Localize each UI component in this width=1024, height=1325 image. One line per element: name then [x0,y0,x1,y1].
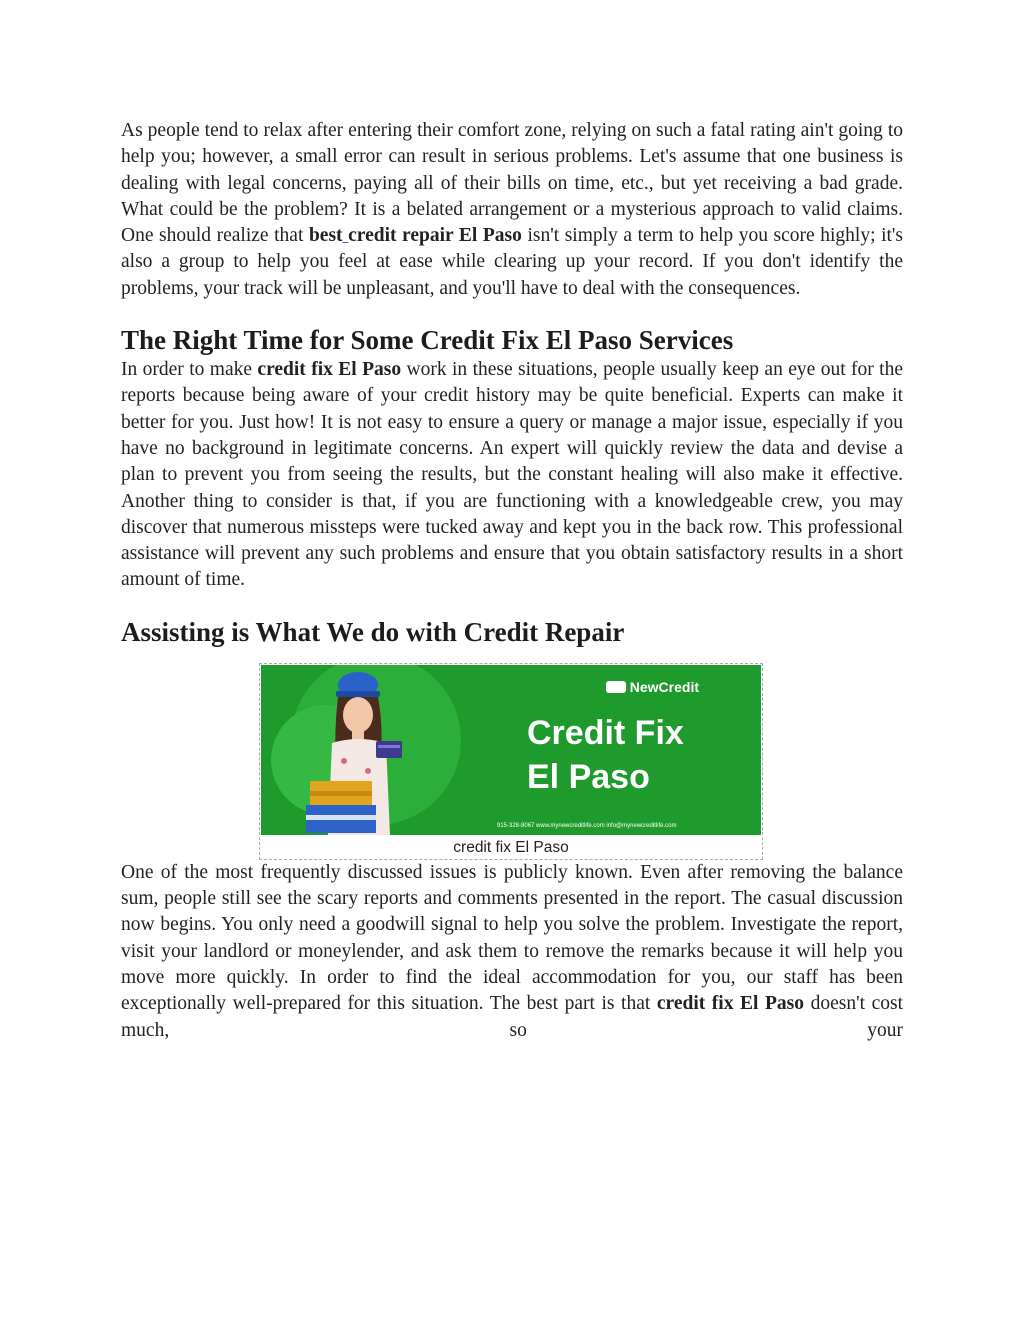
document-page [121,118,903,1044]
newcredit-logo-icon [606,681,626,693]
right-time-text-end: work in these situations, people usually keep an eye out for the reports because being aware of your credit history may be quite beneficial. Experts can make it better for you. Just how! It is not easy to ensure a query or manage a major issue, especially if you have no background in legitimate concerns. An expert will quickly review the data and devise a plan to prevent you from seeing the results, but the constant healing will also make it effective. Another thing to consider is that, if you are functioning with a knowledgeable crew, you may discover that numerous missteps were tucked away and kept you in the back row. This professional assistance will prevent any such problems and ensure that you obtain satisfactory results in a short amount of time. [121,359,903,591]
banner-title-line2: El Paso [527,757,650,796]
intro-paragraph [121,118,903,302]
banner-title [527,711,684,799]
goodwill-text-start: One of the most frequently discussed issues is publicly known. Even after removing the balance sum, people still see the scary reports and comments presented in the report. The casual discussion now begins. You only need a goodwill signal to help you solve the problem. Investigate the report, visit your landlord or moneylender, and ask them to remove the remarks because it will help you move more quickly. In order to find the ideal accommodation for you, our staff has been exceptionally well-prepared for this situation. The best part is that [121,861,903,1015]
best-credit-repair-link[interactable] [309,225,522,246]
link-word-best: best [308,225,343,247]
brand-name: NewCredit [629,678,699,695]
link-word-credit-repair: credit repair El Paso [348,225,522,247]
newcredit-brand [606,679,699,695]
right-time-text-start: In order to make [121,359,258,381]
banner-title-line1: Credit Fix [527,713,684,752]
credit-fix-keyword-2: credit fix El Paso [656,993,805,1015]
section-heading-assisting: Assisting is What We do with Credit Repair [121,616,625,647]
goodwill-text-end: doesn't cost much, so your [121,993,903,1041]
banner-figure [259,663,763,860]
intro-text-start: As people tend to relax after entering their comfort zone, relying on such a fatal rating ain't going to help you; however, a small error can result in serious problems. Let's assume that one business is dealing with legal concerns, paying all of their bills on time, etc., but yet receiving a bad grade. What could be the problem? It is a belated arrangement or a mysterious approach to valid claims. One should realize that [121,120,903,247]
credit-fix-keyword: credit fix El Paso [257,359,402,381]
section-heading-right-time: The Right Time for Some Credit Fix El Paso Services [121,325,734,356]
woman-with-gifts-illustration [306,671,416,835]
goodwill-paragraph [121,860,903,1044]
credit-fix-banner-image [261,665,761,835]
banner-contact-footer: 915-328-8067 www.mynewcreditlife.com info@mynewcreditlife.com [497,822,677,829]
right-time-paragraph [121,357,903,594]
intro-text-end: isn't simply a term to help you score highly; it's also a group to help you feel at ease while clearing up your record. If you don't identify the problems, your track will be unpleasant, and you'll have to deal with the consequences. [121,225,904,299]
figure-caption: credit fix El Paso [453,838,569,856]
